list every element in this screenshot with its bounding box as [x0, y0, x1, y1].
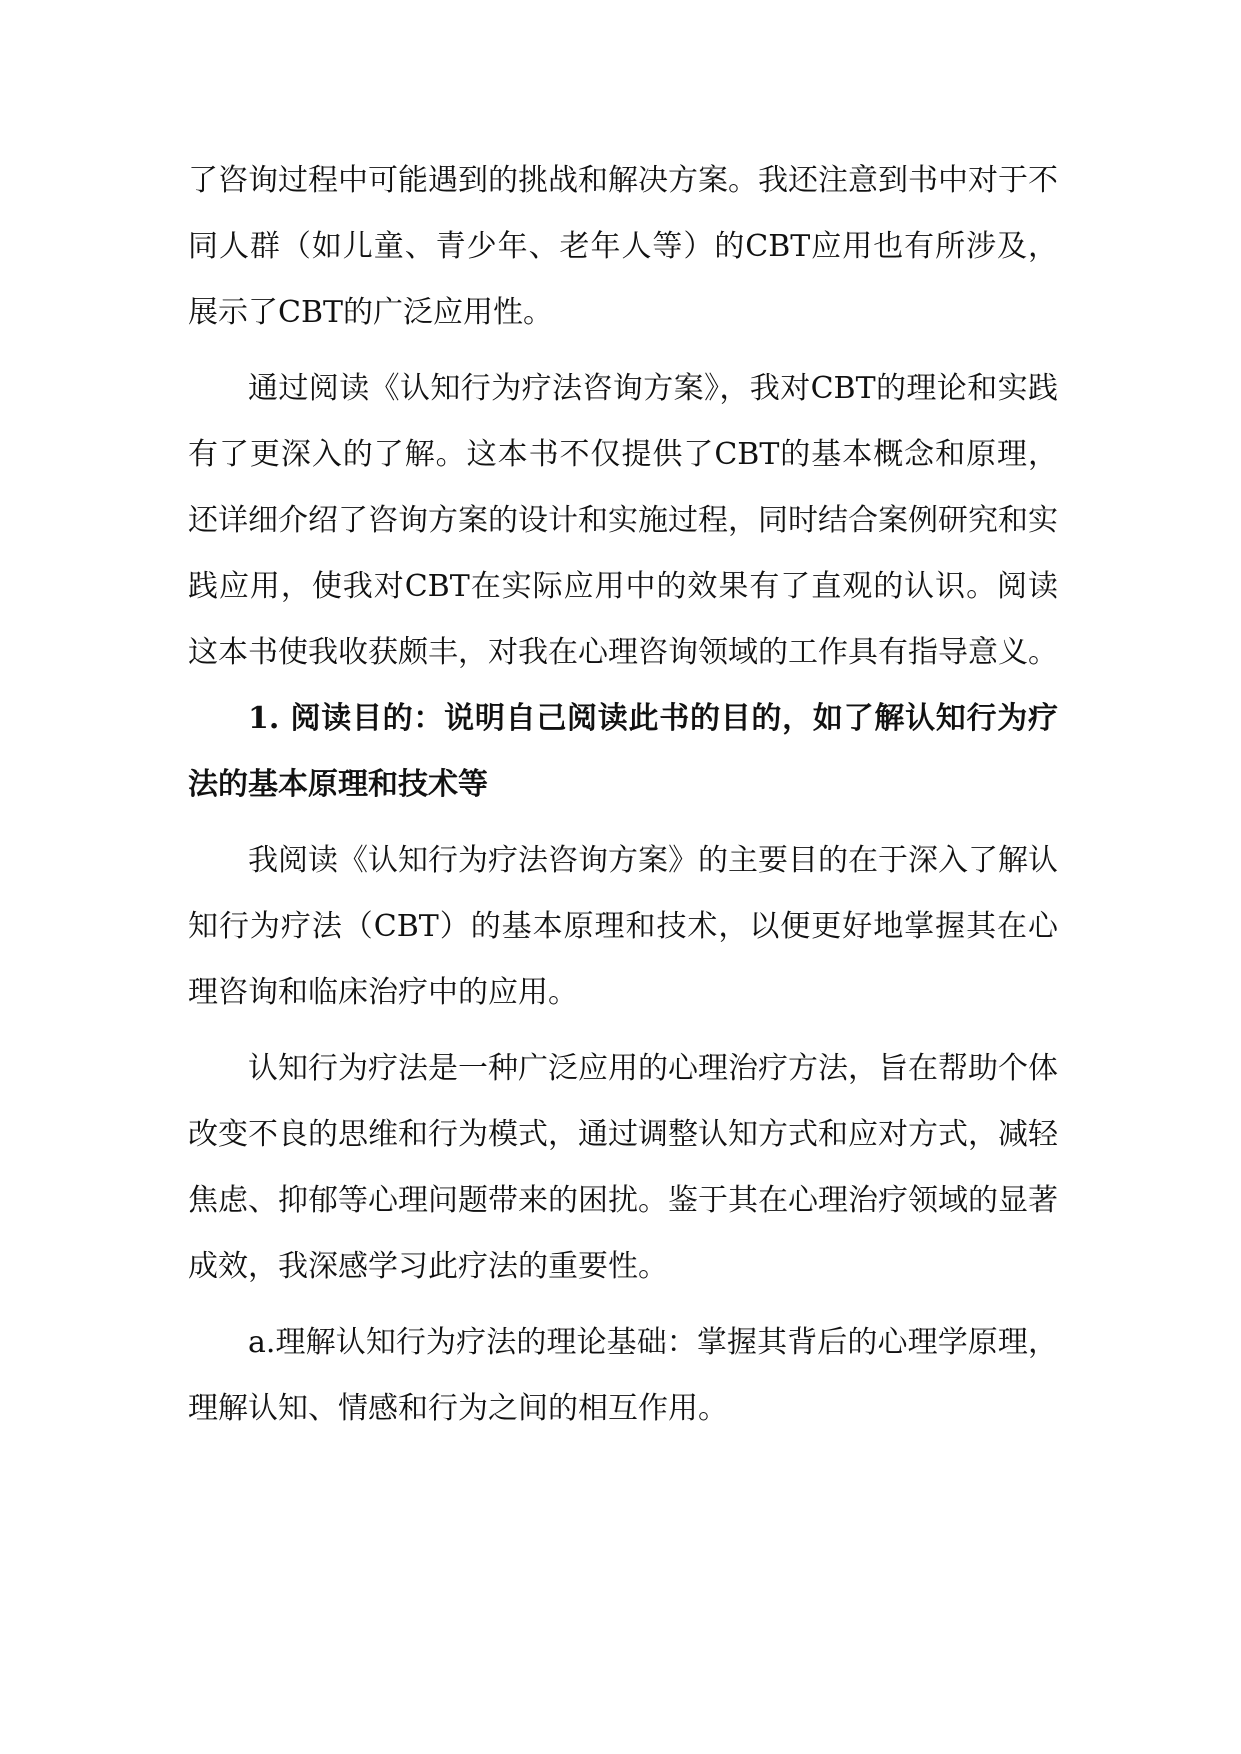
paragraph-cbt-description: 认知行为疗法是一种广泛应用的心理治疗方法，旨在帮助个体改变不良的思维和行为模式，通过调整认知方式和应对方式，减轻焦虑、抑郁等心理问题带来的困扰。鉴于其在心理治疗领域的显著成效，我深感学习此疗法的重要性。 — [188, 1051, 1058, 1284]
section-heading: 1. 阅读目的：说明自己阅读此书的目的，如了解认知行为疗法的基本原理和技术等 — [188, 701, 1058, 802]
paragraph-purpose: 我阅读《认知行为疗法咨询方案》的主要目的在于深入了解认知行为疗法（CBT）的基本原理和技术，以便更好地掌握其在心理咨询和临床治疗中的应用。 — [188, 843, 1058, 1010]
paragraph-summary: 通过阅读《认知行为疗法咨询方案》，我对CBT的理论和实践有了更深入的了解。这本书不仅提供了CBT的基本概念和原理，还详细介绍了咨询方案的设计和实施过程，同时结合案例研究和实践应用，使我对CBT在实际应用中的效果有了直观的认识。阅读这本书使我收获颇丰，对我在心理咨询领域的工作具有指导意义。 — [188, 371, 1058, 670]
paragraph-continuation: 了咨询过程中可能遇到的挑战和解决方案。我还注意到书中对于不同人群（如儿童、青少年、老年人等）的CBT应用也有所涉及，展示了CBT的广泛应用性。 — [188, 163, 1058, 330]
list-item-a: a.理解认知行为疗法的理论基础：掌握其背后的心理学原理，理解认知、情感和行为之间的相互作用。 — [188, 1325, 1058, 1426]
document-body — [188, 148, 1058, 1442]
